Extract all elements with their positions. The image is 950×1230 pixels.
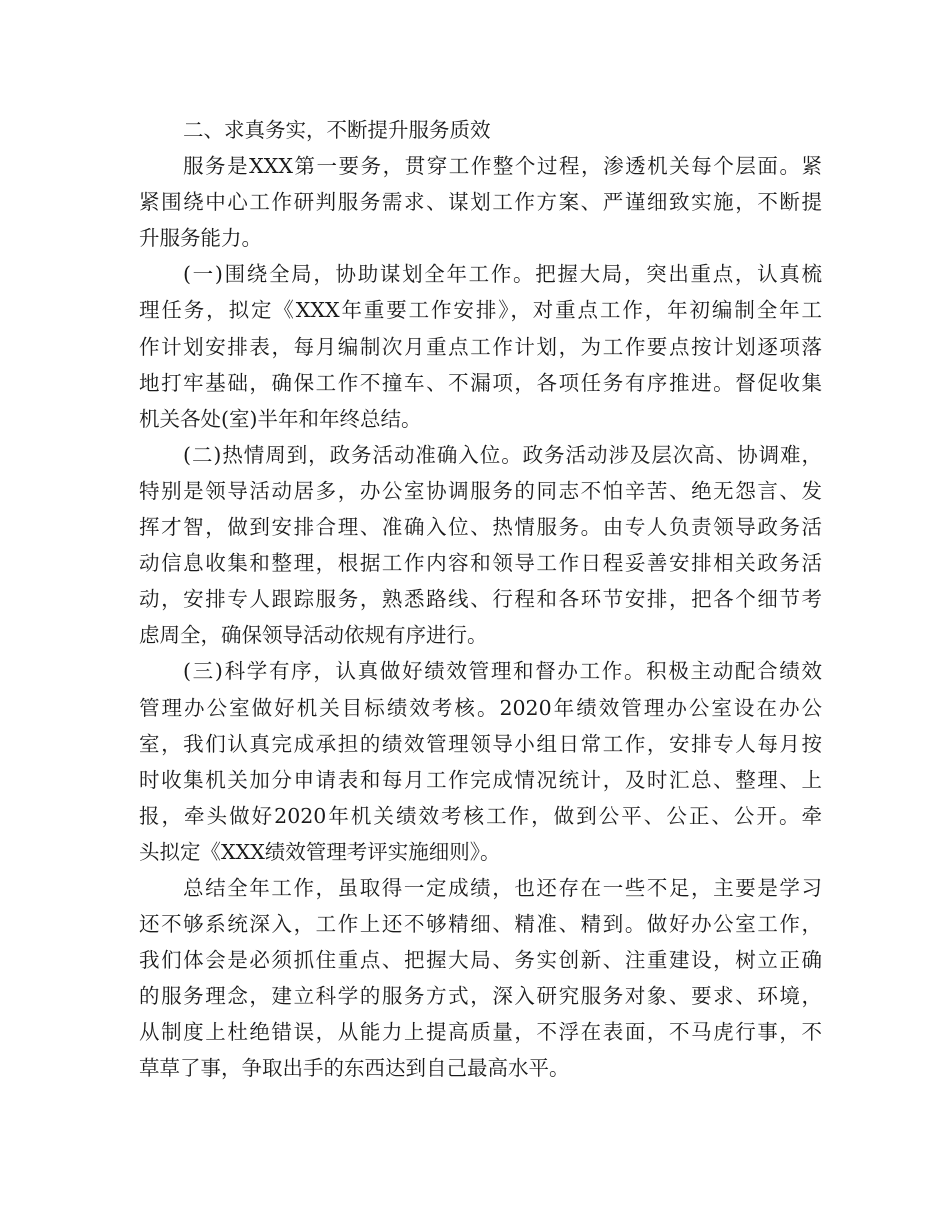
text-line: (二)热情周到，政务活动准确入位。政务活动涉及层次高、协调难， [183,442,822,467]
text-line: 头拟定《XXX绩效管理考评实施细则》。 [139,839,501,864]
text-line: 的服务理念，建立科学的服务方式，深入研究服务对象、要求、环境， [139,984,822,1009]
text-line: (三)科学有序，认真做好绩效管理和督办工作。积极主动配合绩效 [183,659,822,684]
text-line: 作计划安排表，每月编制次月重点工作计划，为工作要点按计划逐项落 [139,334,822,359]
text-line: 特别是领导活动居多，办公室协调服务的同志不怕辛苦、绝无怨言、发 [139,478,822,503]
text-line: 升服务能力。 [139,226,262,251]
text-line: 服务是XXX第一要务，贯穿工作整个过程，渗透机关每个层面。紧 [183,154,822,179]
text-line: 草草了事，争取出手的东西达到自己最高水平。 [139,1056,570,1081]
text-line: 动，安排专人跟踪服务，熟悉路线、行程和各环节安排，把各个细节考 [139,587,822,612]
text-line: 还不够系统深入，工作上还不够精细、精准、精到。做好办公室工作， [139,912,822,937]
text-line: 理任务，拟定《XXX年重要工作安排》，对重点工作，年初编制全年工 [139,298,822,323]
text-line: 时收集机关加分申请表和每月工作完成情况统计，及时汇总、整理、上 [139,767,822,792]
heading-line: 二、求真务实，不断提升服务质效 [183,118,491,142]
text-line: 我们体会是必须抓住重点、把握大局、务实创新、注重建设，树立正确 [139,948,822,973]
text-line: (一)围绕全局，协助谋划全年工作。把握大局，突出重点，认真梳 [183,262,822,287]
text-line: 机关各处(室)半年和年终总结。 [139,406,422,431]
text-line: 挥才智，做到安排合理、准确入位、热情服务。由专人负责领导政务活 [139,515,822,540]
paragraph-item-1 [139,256,822,436]
paragraph-item-2 [139,437,822,654]
paragraph-item-3 [139,653,822,870]
text-line: 从制度上杜绝错误，从能力上提高质量，不浮在表面，不马虎行事，不 [139,1020,822,1045]
text-line: 室，我们认真完成承担的绩效管理领导小组日常工作，安排专人每月按 [139,731,822,756]
text-line: 紧围绕中心工作研判服务需求、谋划工作方案、严谨细致实施，不断提 [139,190,822,215]
text-line: 动信息收集和整理，根据工作内容和领导工作日程妥善安排相关政务活 [139,551,822,576]
paragraph-service-intro [139,148,822,256]
text-line: 管理办公室做好机关目标绩效考核。2020年绩效管理办公室设在办公 [139,695,822,720]
text-line: 报，牵头做好2020年机关绩效考核工作，做到公平、公正、公开。牵 [139,803,822,828]
paragraph-summary [139,870,822,1087]
document-body [139,112,822,1087]
text-line: 虑周全，确保领导活动依规有序进行。 [139,623,488,648]
section-heading [139,112,822,148]
text-line: 总结全年工作，虽取得一定成绩，也还存在一些不足，主要是学习 [183,875,822,900]
text-line: 地打牢基础，确保工作不撞车、不漏项，各项任务有序推进。督促收集 [139,370,822,395]
